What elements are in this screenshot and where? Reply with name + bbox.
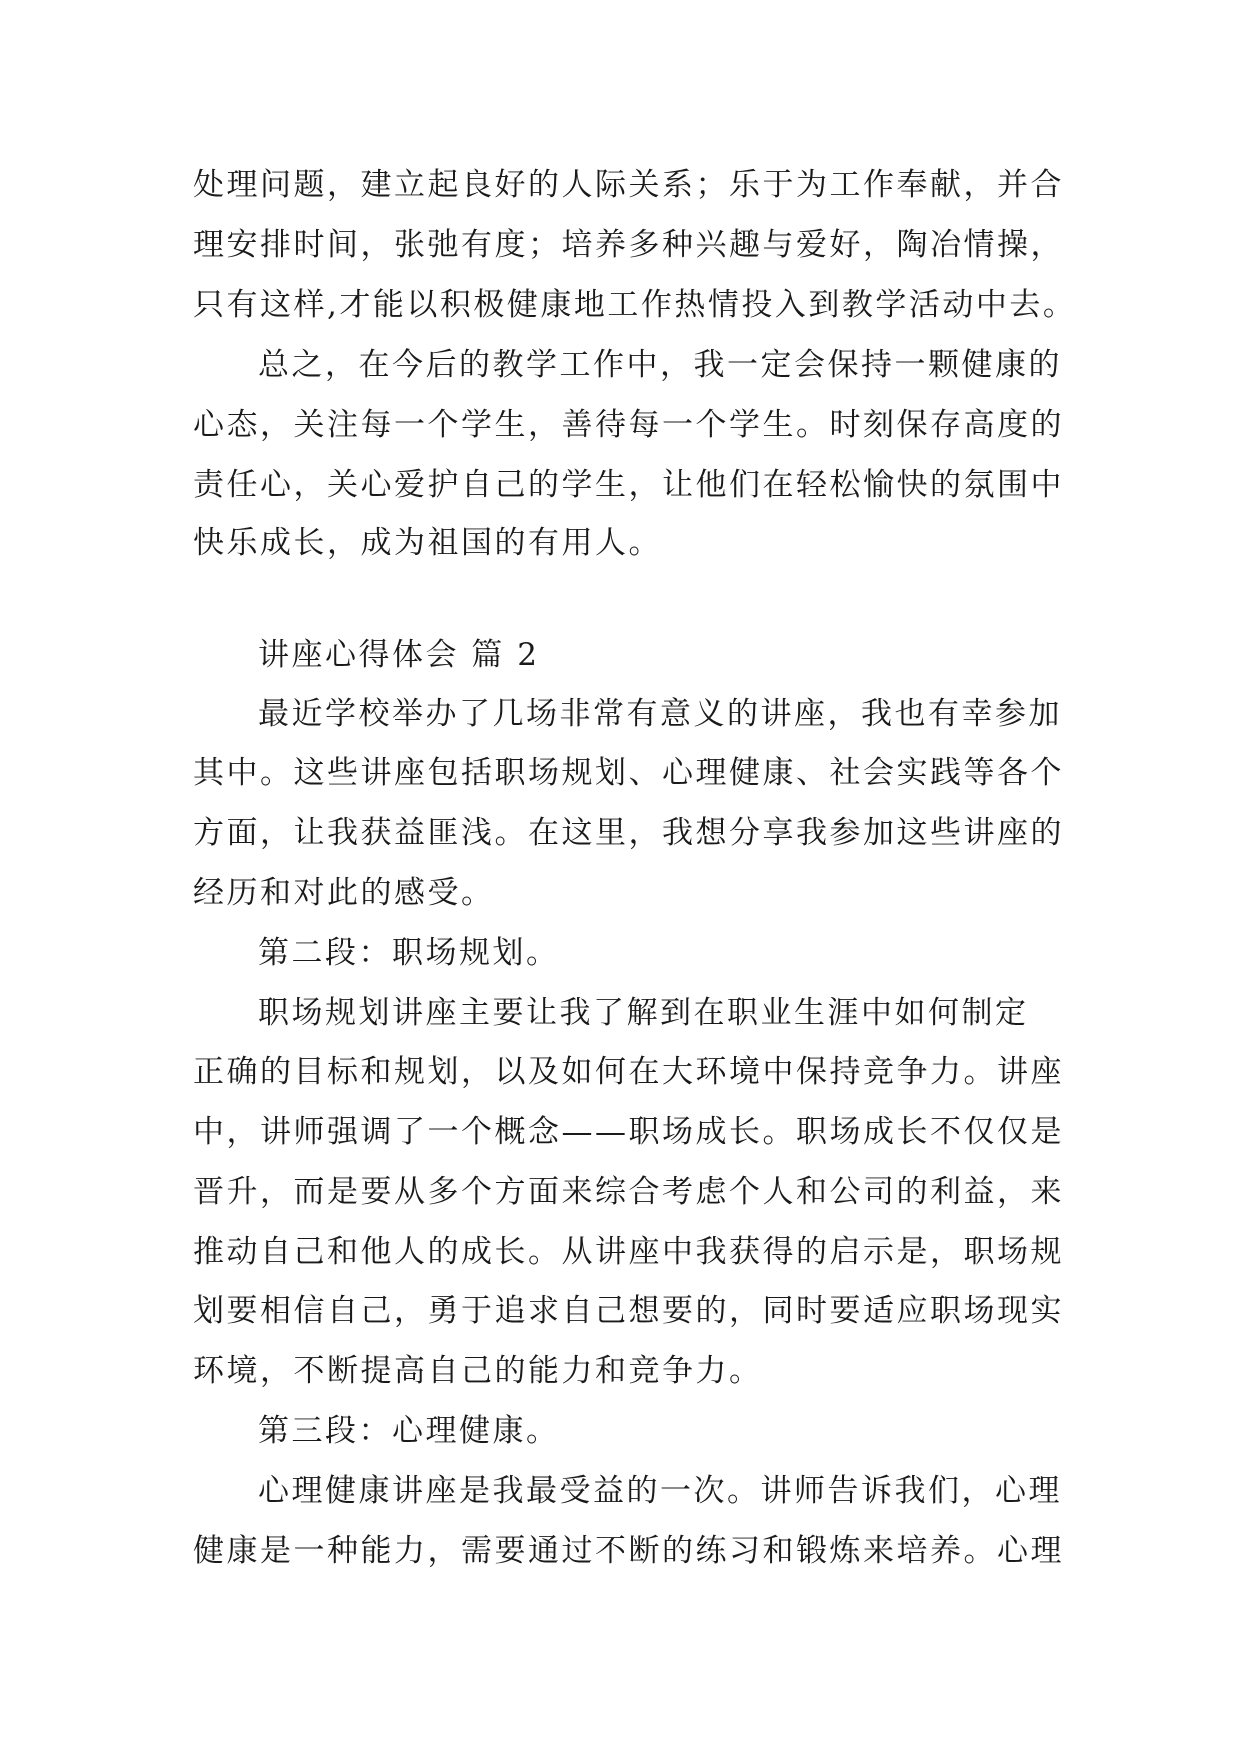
text-line: 快乐成长，成为祖国的有用人。 (193, 525, 662, 561)
text-line: 第三段：心理健康。 (258, 1413, 560, 1449)
section-heading: 讲座心得体会 篇 2 (258, 637, 540, 673)
text-line: 经历和对此的感受。 (193, 875, 495, 911)
text-line: 方面，让我获益匪浅。在这里，我想分享我参加这些讲座的 (193, 815, 1064, 851)
text-line: 其中。这些讲座包括职场规划、心理健康、社会实践等各个 (193, 755, 1064, 791)
text-line: 只有这样,才能以积极健康地工作热情投入到教学活动中去。 (193, 287, 1077, 323)
text-line: 环境，不断提高自己的能力和竞争力。 (193, 1353, 763, 1389)
text-line: 责任心，关心爱护自己的学生，让他们在轻松愉快的氛围中 (193, 467, 1064, 503)
text-line: 划要相信自己，勇于追求自己想要的，同时要适应职场现实 (193, 1293, 1064, 1329)
text-line: 正确的目标和规划，以及如何在大环境中保持竞争力。讲座 (193, 1054, 1064, 1090)
text-line: 职场规划讲座主要让我了解到在职业生涯中如何制定 (258, 995, 1029, 1031)
text-line: 健康是一种能力，需要通过不断的练习和锻炼来培养。心理 (193, 1533, 1064, 1569)
text-line: 最近学校举办了几场非常有意义的讲座，我也有幸参加 (258, 696, 1062, 732)
text-line: 推动自己和他人的成长。从讲座中我获得的启示是，职场规 (193, 1234, 1064, 1270)
text-line: 心态，关注每一个学生，善待每一个学生。时刻保存高度的 (193, 407, 1064, 443)
text-line: 理安排时间，张弛有度；培养多种兴趣与爱好，陶冶情操， (193, 227, 1064, 263)
text-line: 处理问题，建立起良好的人际关系；乐于为工作奉献，并合 (193, 167, 1064, 203)
text-line: 总之，在今后的教学工作中，我一定会保持一颗健康的 (258, 347, 1062, 383)
text-line: 中，讲师强调了一个概念——职场成长。职场成长不仅仅是 (193, 1114, 1064, 1150)
text-line: 心理健康讲座是我最受益的一次。讲师告诉我们，心理 (258, 1473, 1062, 1509)
text-line: 晋升，而是要从多个方面来综合考虑个人和公司的利益，来 (193, 1174, 1064, 1210)
text-line: 第二段：职场规划。 (258, 935, 560, 971)
